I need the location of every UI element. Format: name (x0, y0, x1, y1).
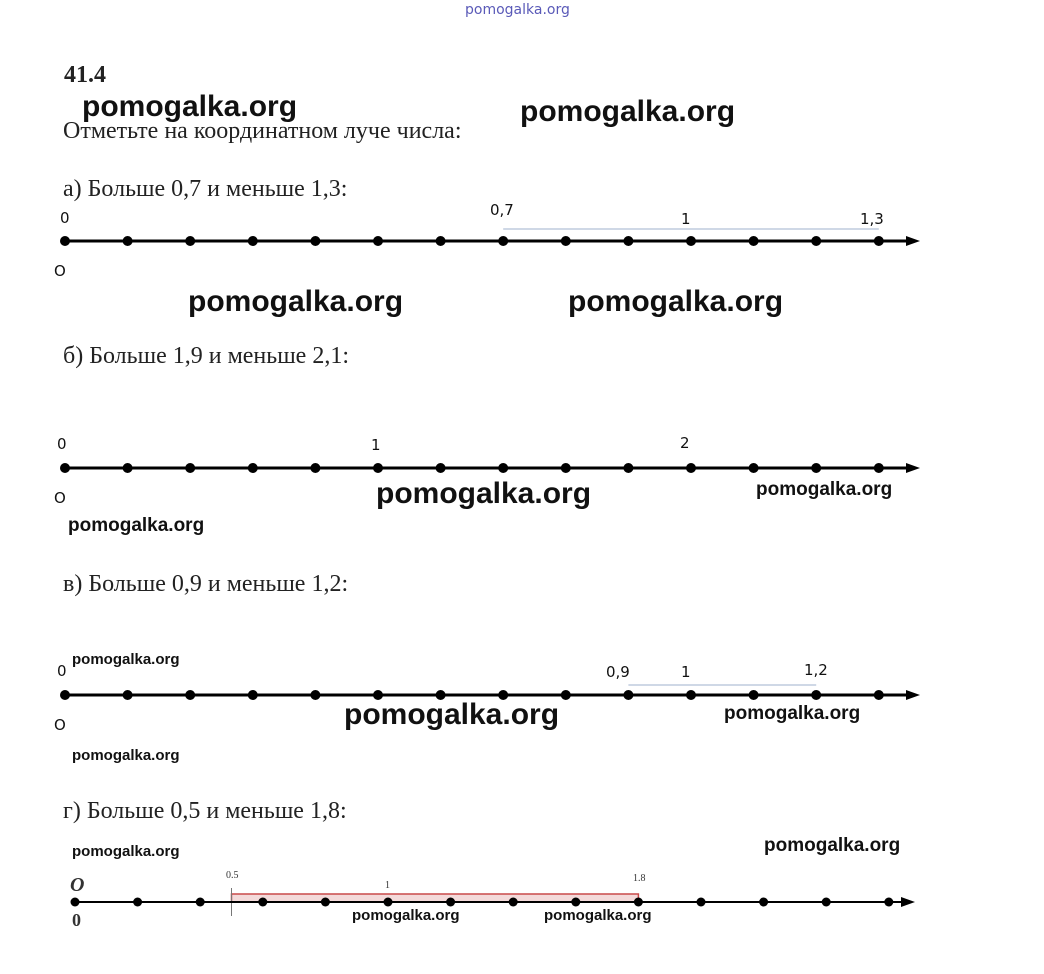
part-b-heading: б) Больше 1,9 и меньше 2,1: (63, 343, 349, 369)
watermark: pomogalka.org (756, 479, 893, 500)
axis-point (185, 236, 195, 246)
part-b-origin-label: O (54, 489, 66, 507)
axis-point (561, 236, 571, 246)
part-a-label-0-7: 0,7 (490, 201, 514, 219)
axis-point (310, 236, 320, 246)
axis-point (498, 463, 508, 473)
top-watermark: pomogalka.org (465, 2, 570, 18)
axis-point (623, 690, 633, 700)
axis-arrow (901, 897, 915, 907)
watermark: pomogalka.org (544, 907, 652, 924)
part-d-label-1: 1 (385, 880, 390, 891)
part-b-label-2: 2 (680, 434, 690, 452)
watermark: pomogalka.org (344, 698, 560, 731)
part-d-label-1-8: 1.8 (633, 873, 646, 884)
problem-instruction: Отметьте на координатном луче числа: (63, 118, 462, 144)
axis-point (623, 236, 633, 246)
axis-point (258, 898, 267, 907)
axis-point (133, 898, 142, 907)
part-b-zero-label: 0 (57, 435, 67, 453)
axis-point (248, 690, 258, 700)
axis-point (822, 898, 831, 907)
part-b-label-1: 1 (371, 436, 381, 454)
axis-point (811, 463, 821, 473)
axis-point (749, 690, 759, 700)
part-c-label-1-2: 1,2 (804, 661, 828, 679)
part-a-label-1-3: 1,3 (860, 210, 884, 228)
axis-point (436, 463, 446, 473)
axis-point (123, 463, 133, 473)
part-c-zero-label: 0 (57, 662, 67, 680)
part-d-origin-label: O (70, 874, 85, 896)
axis-point (310, 690, 320, 700)
watermark: pomogalka.org (188, 285, 404, 318)
axis-point (248, 236, 258, 246)
part-c-label-1: 1 (681, 663, 691, 681)
axis-point (509, 898, 518, 907)
axis-point (248, 463, 258, 473)
axis-point (884, 898, 893, 907)
axis-point (874, 463, 884, 473)
watermark: pomogalka.org (376, 477, 592, 510)
part-c-label-0-9: 0,9 (606, 663, 630, 681)
axis-point (373, 236, 383, 246)
part-d-label-0-5: 0.5 (226, 870, 239, 881)
watermark: pomogalka.org (520, 95, 736, 128)
axis-point (561, 463, 571, 473)
axis-point (436, 236, 446, 246)
axis-point (373, 463, 383, 473)
watermark: pomogalka.org (72, 843, 180, 860)
part-a-number-line (0, 225, 1044, 255)
axis-point (874, 236, 884, 246)
watermark: pomogalka.org (724, 703, 861, 724)
axis-point (384, 898, 393, 907)
axis-point (60, 463, 70, 473)
problem-number: 41.4 (64, 62, 106, 88)
watermark: pomogalka.org (352, 907, 460, 924)
watermark: pomogalka.org (764, 835, 901, 856)
part-c-heading: в) Больше 0,9 и меньше 1,2: (63, 571, 349, 597)
axis-point (759, 898, 768, 907)
part-c-origin-label: O (54, 716, 66, 734)
axis-point (686, 690, 696, 700)
watermark: pomogalka.org (82, 90, 298, 123)
axis-point (634, 898, 643, 907)
part-a-zero-label: 0 (60, 209, 70, 227)
axis-point (123, 690, 133, 700)
axis-point (811, 690, 821, 700)
axis-point (310, 463, 320, 473)
axis-point (561, 690, 571, 700)
axis-point (749, 236, 759, 246)
part-a-origin-label: O (54, 262, 66, 280)
axis-point (571, 898, 580, 907)
axis-point (623, 463, 633, 473)
part-a-heading: а) Больше 0,7 и меньше 1,3: (63, 176, 348, 202)
watermark: pomogalka.org (72, 747, 180, 764)
part-d-zero-label: 0 (72, 910, 81, 930)
axis-point (60, 690, 70, 700)
axis-arrow (906, 236, 920, 246)
watermark: pomogalka.org (72, 651, 180, 668)
axis-point (71, 898, 80, 907)
axis-point (60, 236, 70, 246)
axis-point (874, 690, 884, 700)
axis-point (196, 898, 205, 907)
axis-point (749, 463, 759, 473)
watermark: pomogalka.org (568, 285, 784, 318)
axis-point (123, 236, 133, 246)
axis-point (686, 236, 696, 246)
part-a-label-1: 1 (681, 210, 691, 228)
axis-point (185, 690, 195, 700)
axis-point (185, 463, 195, 473)
axis-point (686, 463, 696, 473)
axis-point (697, 898, 706, 907)
part-d-heading: г) Больше 0,5 и меньше 1,8: (63, 798, 347, 824)
axis-point (811, 236, 821, 246)
axis-point (446, 898, 455, 907)
axis-arrow (906, 690, 920, 700)
axis-point (321, 898, 330, 907)
axis-point (498, 236, 508, 246)
part-d-number-line (0, 887, 1044, 917)
watermark: pomogalka.org (68, 515, 205, 536)
axis-arrow (906, 463, 920, 473)
